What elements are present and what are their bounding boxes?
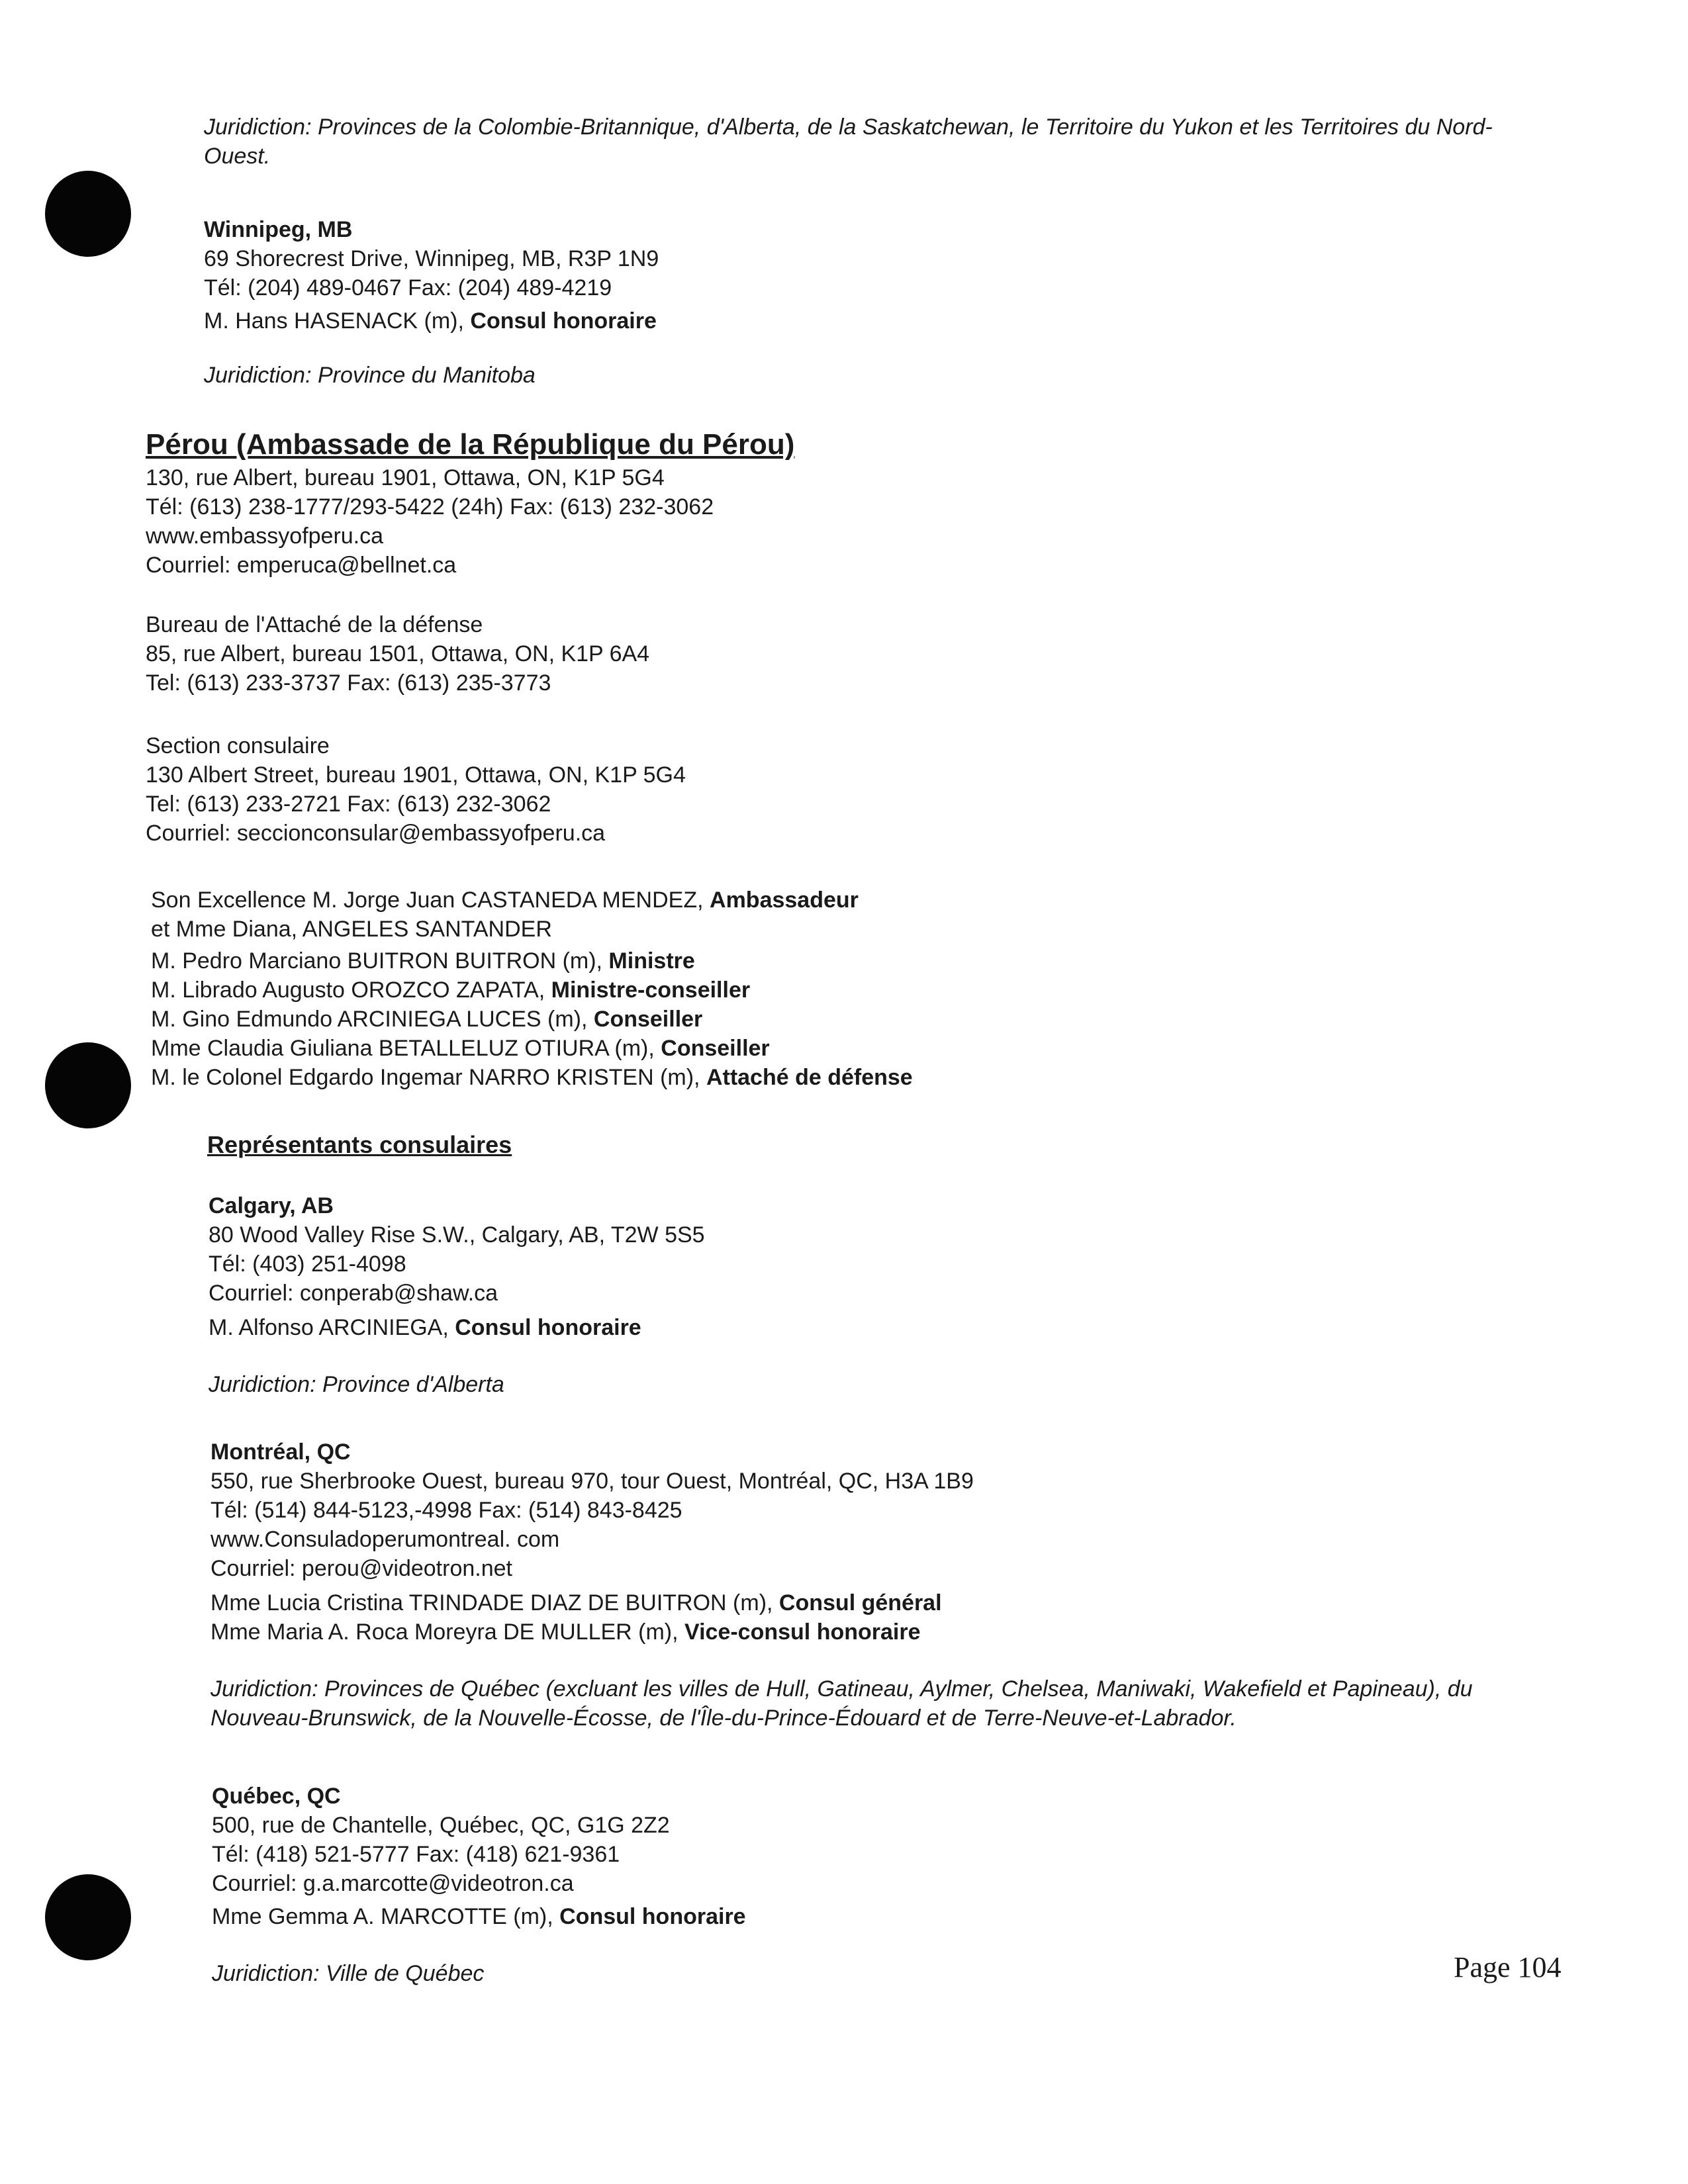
city-name: Montréal, QC <box>211 1439 351 1465</box>
quebec-consulate <box>212 1782 746 1988</box>
juridiction-text: Juridiction: Province du Manitoba <box>204 363 536 388</box>
staff-entry <box>211 1588 1528 1617</box>
juridiction-text: Juridiction: Ville de Québec <box>212 1961 485 1986</box>
staff-title: Ministre <box>608 948 695 974</box>
person-name: Mme Gemma A. MARCOTTE (m), <box>212 1904 560 1929</box>
website: www.embassyofperu.ca <box>146 523 384 549</box>
staff-name: Son Excellence M. Jorge Juan CASTANEDA MENDEZ, <box>151 887 710 913</box>
phone: Tel: (613) 233-2721 Fax: (613) 232-3062 <box>146 792 551 817</box>
punch-hole-bottom <box>45 1874 131 1960</box>
staff-title: Conseiller <box>661 1036 770 1061</box>
juridiction-text: Juridiction: Provinces de la Colombie-Britannique, d'Alberta, de la Saskatchewan, le Territoire du Yukon et les Territoires du Nord-Ouest. <box>204 114 1493 169</box>
staff-name: et Mme Diana, ANGELES SANTANDER <box>151 917 552 942</box>
phone: Tél: (613) 238-1777/293-5422 (24h) Fax: (613) 232-3062 <box>146 494 714 520</box>
previous-juridiction <box>204 113 1521 171</box>
city-name: Winnipeg, MB <box>204 217 353 242</box>
punch-hole-middle <box>45 1042 131 1128</box>
person-name: M. Hans HASENACK (m), <box>204 308 471 334</box>
address: 130, rue Albert, bureau 1901, Ottawa, ON, K1P 5G4 <box>146 465 665 490</box>
staff-entry <box>151 1034 913 1063</box>
person <box>212 1902 746 1931</box>
email: Courriel: conperab@shaw.ca <box>209 1281 498 1306</box>
juridiction-text: Juridiction: Provinces de Québec (excluant les villes de Hull, Gatineau, Aylmer, Chelsea, Maniwaki, Wakefield et Papineau), du Nouveau-Brunswick, de la Nouvelle-Écosse, de l'Île-du-Prince-Édouard et de Terre-Neuve-et-Labrador. <box>211 1676 1473 1731</box>
address: 69 Shorecrest Drive, Winnipeg, MB, R3P 1N9 <box>204 246 659 271</box>
staff-title: Ministre-conseiller <box>551 978 751 1003</box>
phone: Tél: (514) 844-5123,-4998 Fax: (514) 843-8425 <box>211 1498 682 1523</box>
person-name: M. Alfonso ARCINIEGA, <box>209 1315 455 1340</box>
staff-name: M. Gino Edmundo ARCINIEGA LUCES (m), <box>151 1007 594 1032</box>
phone: Tél: (204) 489-0467 Fax: (204) 489-4219 <box>204 275 612 300</box>
person-title: Consul honoraire <box>470 308 657 334</box>
staff-entry <box>151 1005 913 1034</box>
website: www.Consuladoperumontreal. com <box>211 1527 560 1552</box>
montreal-consulate <box>211 1437 1528 1733</box>
section-label: Section consulaire <box>146 733 330 758</box>
staff-entry <box>151 946 913 976</box>
email: Courriel: seccionconsular@embassyofperu.ca <box>146 821 606 846</box>
email: Courriel: perou@videotron.net <box>211 1556 512 1581</box>
staff-name: Mme Lucia Cristina TRINDADE DIAZ DE BUITRON (m), <box>211 1590 779 1615</box>
defense-office <box>146 610 649 698</box>
staff-name: M. Librado Augusto OROZCO ZAPATA, <box>151 978 551 1003</box>
staff-title: Vice-consul honoraire <box>684 1619 921 1645</box>
embassy-contact <box>146 463 714 580</box>
phone: Tél: (418) 521-5777 Fax: (418) 621-9361 <box>212 1842 620 1867</box>
staff-name: M. Pedro Marciano BUITRON BUITRON (m), <box>151 948 609 974</box>
winnipeg-consulate <box>204 215 659 390</box>
address: 80 Wood Valley Rise S.W., Calgary, AB, T2W 5S5 <box>209 1222 705 1248</box>
staff-entry <box>151 1063 913 1092</box>
phone: Tel: (613) 233-3737 Fax: (613) 235-3773 <box>146 670 551 696</box>
calgary-consulate <box>209 1191 705 1399</box>
address: 550, rue Sherbrooke Ouest, bureau 970, tour Ouest, Montréal, QC, H3A 1B9 <box>211 1469 974 1494</box>
person <box>209 1313 705 1342</box>
city-name: Québec, QC <box>212 1784 341 1809</box>
address: 85, rue Albert, bureau 1501, Ottawa, ON, K1P 6A4 <box>146 641 650 666</box>
staff-entry <box>151 886 913 915</box>
staff-title: Ambassadeur <box>710 887 859 913</box>
juridiction-text: Juridiction: Province d'Alberta <box>209 1372 504 1397</box>
staff-title: Consul général <box>778 1590 942 1615</box>
city-name: Calgary, AB <box>209 1193 334 1218</box>
staff-name: Mme Maria A. Roca Moreyra DE MULLER (m), <box>211 1619 685 1645</box>
section-heading: Représentants consulaires <box>207 1131 512 1158</box>
embassy-staff-list <box>151 886 913 1092</box>
person-title: Consul honoraire <box>559 1904 746 1929</box>
address: 500, rue de Chantelle, Québec, QC, G1G 2Z2 <box>212 1813 670 1838</box>
staff-title: Conseiller <box>593 1007 703 1032</box>
email: Courriel: g.a.marcotte@videotron.ca <box>212 1871 574 1896</box>
staff-entry <box>151 915 913 944</box>
phone: Tél: (403) 251-4098 <box>209 1251 406 1277</box>
person <box>204 306 659 336</box>
staff-name: M. le Colonel Edgardo Ingemar NARRO KRISTEN (m), <box>151 1065 706 1090</box>
staff-entry <box>211 1617 1528 1647</box>
person-title: Consul honoraire <box>455 1315 641 1340</box>
punch-hole-top <box>45 171 131 257</box>
address: 130 Albert Street, bureau 1901, Ottawa, ON, K1P 5G4 <box>146 762 686 788</box>
country-heading: Pérou (Ambassade de la République du Pérou) <box>146 428 795 461</box>
consular-section <box>146 731 686 848</box>
page-number: Page 104 <box>1454 1951 1562 1983</box>
staff-title: Attaché de défense <box>706 1065 913 1090</box>
staff-name: Mme Claudia Giuliana BETALLELUZ OTIURA (m), <box>151 1036 661 1061</box>
email: Courriel: emperuca@bellnet.ca <box>146 553 457 578</box>
staff-entry <box>151 976 913 1005</box>
office-label: Bureau de l'Attaché de la défense <box>146 612 483 637</box>
